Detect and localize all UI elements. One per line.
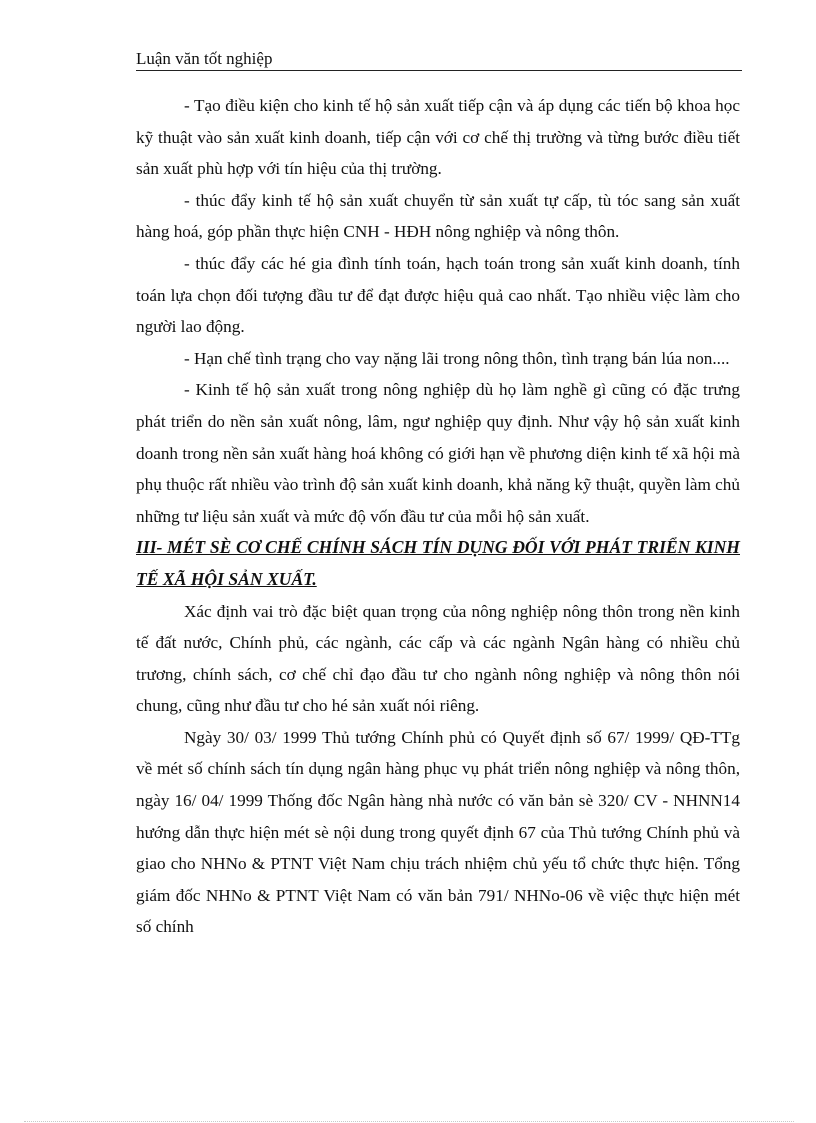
paragraph-4: - Hạn chế tình trạng cho vay nặng lãi trong nông thôn, tình trạng bán lúa non....: [184, 348, 730, 368]
paragraph-5: - Kinh tế hộ sản xuất trong nông nghiệp dù họ làm nghề gì cũng có đặc trưng phát triển do nền sản xuất nông, lâm, ngư nghiệp quy định. Như vậy hộ sản xuất kinh doanh trong nền sản xuất hàng hoá không có giới hạn về phương diện kinh tế xã hội mà phụ thuộc rất nhiều vào trình độ sản xuất kinh doanh, khả năng kỹ thuật, quyền làm chủ những tư liệu sản xuất và mức độ vốn đầu tư của mỗi hộ sản xuất.: [136, 380, 740, 526]
paragraph-3: - thúc đẩy các hé gia đình tính toán, hạch toán trong sản xuất kinh doanh, tính toán lựa chọn đối tượng đầu tư để đạt được hiệu quả cao nhất. Tạo nhiều việc làm cho người lao động.: [136, 253, 740, 337]
page-bottom-border: [24, 1121, 794, 1122]
paragraph-6: Xác định vai trò đặc biệt quan trọng của nông nghiệp nông thôn trong nền kinh tế đất nước, Chính phủ, các ngành, các cấp và các ngành Ngân hàng có nhiều chủ trương, chính sách, cơ chế chỉ đạo đầu tư cho ngành nông nghiệp và nông thôn nói chung, cũng như đầu tư cho hé sản xuất nói riêng.: [136, 601, 740, 716]
paragraph-1: - Tạo điều kiện cho kinh tế hộ sản xuất tiếp cận và áp dụng các tiến bộ khoa học kỹ thuật vào sản xuất kinh doanh, tiếp cận với cơ chế thị trường và từng bước điều tiết sản xuất phù hợp với tín hiệu của thị trường.: [136, 96, 740, 179]
header-rule: [136, 70, 742, 71]
body-text: [136, 90, 740, 943]
paragraph-2: - thúc đẩy kinh tế hộ sản xuất chuyển từ sản xuất tự cấp, tù tóc sang sản xuất hàng hoá, góp phần thực hiện CNH - HĐH nông nghiệp và nông thôn.: [136, 190, 740, 242]
paragraph-7: Ngày 30/ 03/ 1999 Thủ tướng Chính phủ có Quyết định số 67/ 1999/ QĐ-TTg về mét số chính sách tín dụng ngân hàng phục vụ phát triển nông nghiệp và nông thôn, ngày 16/ 04/ 1999 Thống đốc Ngân hàng nhà nước có văn bản sè 320/ CV - NHNN14 hướng dẫn thực hiện mét sè nội dung trong quyết định 67 của Thủ tướng Chính phủ và giao cho NHNo & PTNT Việt Nam chịu trách nhiệm chủ yếu tổ chức thực hiện. Tổng giám đốc NHNo & PTNT Việt Nam có văn bản 791/ NHNo-06 về việc thực hiện mét số chính: [136, 727, 740, 937]
section-heading: III- MÉT SÈ CƠ CHẾ CHÍNH SÁCH TÍN DỤNG ĐỐI VỚI PHÁT TRIỂN KINH TẾ XÃ HỘI SẢN XUẤT.: [136, 537, 740, 589]
running-header: Luận văn tốt nghiệp: [136, 49, 273, 68]
